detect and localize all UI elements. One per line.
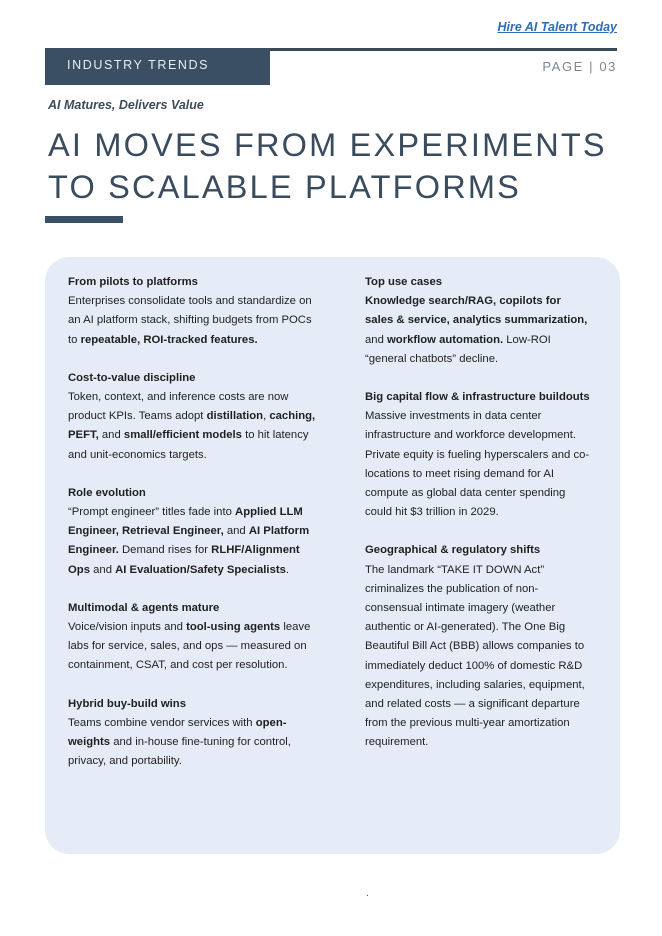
body-text: Voice/vision inputs and <box>68 621 187 634</box>
kicker: AI Matures, Delivers Value <box>48 98 204 112</box>
trend-body <box>68 714 318 772</box>
trend-block-top-use-cases <box>365 273 590 369</box>
body-text: Demand rises for <box>118 544 212 557</box>
left-column <box>68 273 318 790</box>
emphasis-text: small/efficient models <box>123 429 242 442</box>
emphasis-text: caching, PEFT, <box>68 410 316 442</box>
body-text: and <box>223 525 249 538</box>
trend-block-hybrid-buy-build-wins <box>68 695 318 772</box>
trend-title: Big capital flow & infrastructure buildouts <box>365 391 590 404</box>
trend-block-geographical-regulatory-shifts <box>365 541 590 752</box>
accent-bar <box>45 216 123 223</box>
body-text: and <box>365 333 387 346</box>
body-text: and <box>98 429 124 442</box>
trend-body <box>365 561 590 753</box>
emphasis-text: tool-using agents <box>186 621 281 634</box>
trend-body <box>68 618 318 676</box>
page-number: PAGE | 03 <box>542 59 617 74</box>
trend-body <box>68 388 318 465</box>
emphasis-text: Knowledge search/RAG, copilots for sales & service, analytics summarization, <box>365 295 588 327</box>
body-text: Enterprises consolidate tools and standardize on an AI platform stack, shifting budgets from POCs to <box>68 295 312 346</box>
body-text: Teams combine vendor services with <box>68 716 256 729</box>
emphasis-text: AI Evaluation/Safety Specialists <box>115 563 286 576</box>
trend-title: From pilots to platforms <box>68 276 198 288</box>
emphasis-text: distillation <box>206 410 264 423</box>
trend-body <box>365 407 590 522</box>
emphasis-text: workflow automation. <box>387 333 504 346</box>
trend-block-role-evolution <box>68 484 318 580</box>
body-text: The landmark “TAKE IT DOWN Act” criminalizes the publication of non-consensual intimate imagery (weather authentic or AI-generated). The One Big Beautiful Bill Act (BBB) allows companies to immediately deduct 100% of domestic R&D expenditures, including salaries, equipment, and related costs — a significant departure from the previous multi-year amortization requirement. <box>365 563 585 749</box>
emphasis-text: Applied LLM Engineer, Retrieval Engineer, <box>68 506 303 538</box>
emphasis-text: RLHF/Alignment Ops <box>68 544 300 576</box>
emphasis-text: open-weights <box>68 716 287 749</box>
section-tab <box>45 48 270 85</box>
emphasis-text: repeatable, ROI-tracked features. <box>80 333 258 346</box>
trend-block-big-capital-flow-infrastructure-buildouts <box>365 388 590 522</box>
body-text: Low-ROI “general chatbots” decline. <box>365 333 551 365</box>
emphasis-text: AI Platform Engineer. <box>68 525 310 557</box>
body-text: and <box>89 563 116 576</box>
trend-block-multimodal-agents-mature <box>68 599 318 676</box>
body-text: . <box>285 563 290 576</box>
body-text: and in-house fine-tuning for control, privacy, and portability. <box>68 736 291 768</box>
body-text: Token, context, and inference costs are now product KPIs. Teams adopt <box>68 391 289 423</box>
trend-title: Cost-to-value discipline <box>68 371 196 384</box>
trend-block-from-pilots-to-platforms <box>68 273 318 350</box>
trend-body <box>68 292 318 350</box>
trend-title: Role evolution <box>68 486 146 499</box>
page-title: AI MOVES FROM EXPERIMENTS TO SCALABLE PLATFORMS <box>48 127 607 205</box>
trend-body <box>365 292 590 369</box>
body-text: , <box>263 410 270 423</box>
trend-body <box>68 503 318 580</box>
hire-ai-talent-link[interactable]: Hire AI Talent Today <box>497 20 617 34</box>
section-label: INDUSTRY TRENDS <box>67 58 210 72</box>
footer-mark: . <box>366 888 369 899</box>
trend-title: Geographical & regulatory shifts <box>365 544 541 557</box>
body-text: to hit latency and unit-economics targets. <box>68 429 309 461</box>
body-text: “Prompt engineer” titles fade into <box>68 506 236 519</box>
body-text: Massive investments in data center infrastructure and workforce development. Private equity is fueling hyperscalers and co-locations to meet rising demand for AI compute as global data center spending could hit $3 trillion in 2029. <box>365 410 590 519</box>
trend-title: Top use cases <box>365 276 443 288</box>
right-column <box>365 273 590 772</box>
trend-title: Multimodal & agents mature <box>68 601 220 614</box>
trend-title: Hybrid buy-build wins <box>68 697 186 710</box>
trend-block-cost-to-value-discipline <box>68 369 318 465</box>
body-text: leave labs for service, sales, and ops — measured on containment, CSAT, and cost per resolution. <box>68 621 311 672</box>
